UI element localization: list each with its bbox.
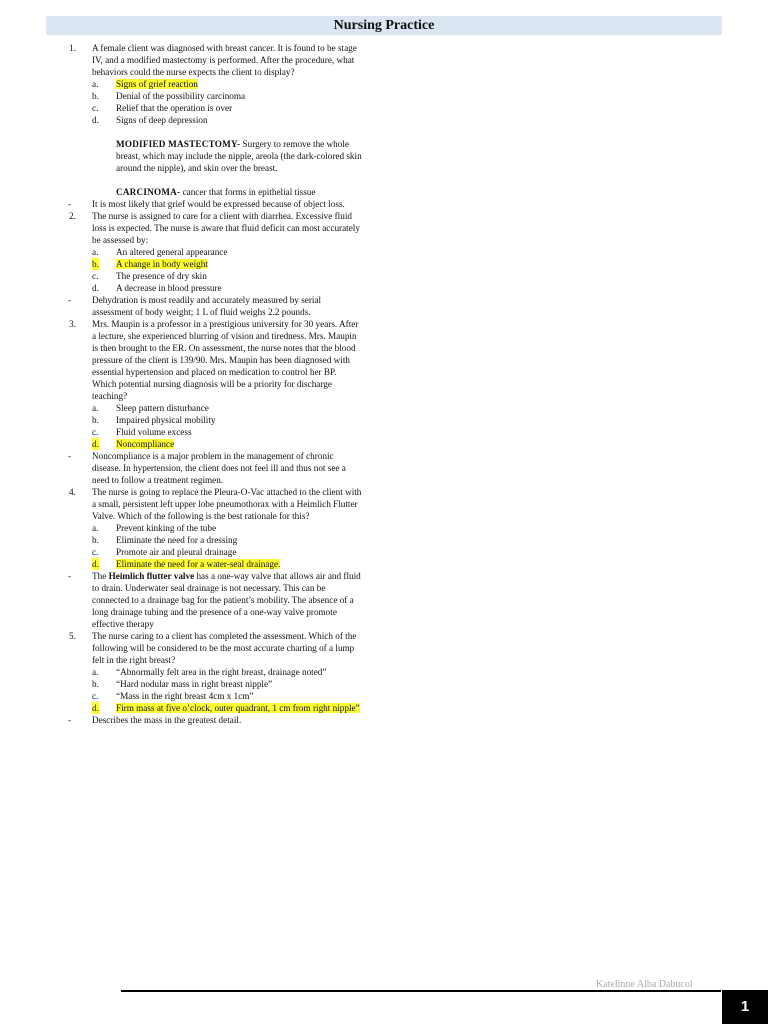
option-2c: c. The presence of dry skin: [92, 271, 207, 281]
correct-answer-highlight: Firm mass at five o’clock, outer quadrant, 1 cm from right nipple”: [116, 703, 360, 713]
page-title: Nursing Practice: [46, 16, 722, 35]
footer-author: Katelinne Alba Dabucol: [596, 979, 693, 990]
option-4d: d. Eliminate the need for a water-seal drainage.: [92, 559, 281, 569]
question-text: The nurse is going to replace the Pleura-O-Vac attached to the client with a small, persistent left upper lobe pneumothorax with a Heimlich Flutter Valve. Which of the following is the best rationale for this?: [92, 487, 362, 521]
option-2b: b. A change in body weight: [92, 259, 208, 269]
correct-answer-highlight: Eliminate the need for a water-seal drainage.: [116, 559, 281, 569]
option-5d: d. Firm mass at five o’clock, outer quadrant, 1 cm from right nipple”: [92, 703, 360, 713]
footer-divider: [121, 990, 721, 992]
question-4: [63, 486, 363, 522]
definition-modified-mastectomy: MODIFIED MASTECTOMY- Surgery to remove the whole breast, which may include the nipple, areola (the dark-colored skin around the nipple), and skin over the breast.: [116, 139, 362, 173]
question-1: [63, 42, 363, 78]
question-number: 4.: [69, 487, 76, 497]
rationale-3: - Noncompliance is a major problem in the management of chronic disease. In hypertension, the client does not feel ill and thus not see a need to follow a treatment regimen.: [68, 451, 346, 485]
option-3d: d. Noncompliance: [92, 439, 175, 449]
page-number: 1: [722, 990, 768, 1024]
question-number: 5.: [69, 631, 76, 641]
question-text: Mrs. Maupin is a professor in a prestigious university for 30 years. After a lecture, she experienced blurring of vision and tiredness. Mrs. Maupin is then brought to the ER. On assessment, the nurse notes that the blood pressure of the client is 139/90. Mrs. Maupin has been diagnosed with essential hypertension and placed on medication to control her BP. Which potential nursing diagnosis will be a priority for discharge teaching?: [92, 319, 359, 401]
question-number: 1.: [69, 43, 76, 53]
question-2: [63, 210, 363, 246]
option-5b: b. “Hard nodular mass in right breast nipple”: [92, 679, 273, 689]
definition-carcinoma: CARCINOMA- cancer that forms in epithelial tissue: [116, 187, 316, 197]
option-2a: a. An altered general appearance: [92, 247, 228, 257]
correct-answer-highlight: A change in body weight: [116, 259, 208, 269]
option-1b: b. Denial of the possibility carcinoma: [92, 91, 246, 101]
correct-answer-highlight: Noncompliance: [116, 439, 175, 449]
option-4a: a. Prevent kinking of the tube: [92, 523, 217, 533]
question-5: [63, 630, 363, 666]
option-4c: c. Promote air and pleural drainage: [92, 547, 237, 557]
correct-answer-highlight: Signs of grief reaction: [116, 79, 198, 89]
option-1d: d. Signs of deep depression: [92, 115, 208, 125]
question-text: The nurse is assigned to care for a client with diarrhea. Excessive fluid loss is expected. The nurse is aware that fluid deficit can most accurately be assessed by:: [92, 211, 360, 245]
option-5c: c. “Mass in the right breast 4cm x 1cm”: [92, 691, 254, 701]
question-text: The nurse caring to a client has completed the assessment. Which of the following will be considered to be the most accurate charting of a lump felt in the right breast?: [92, 631, 357, 665]
question-number: 3.: [69, 319, 76, 329]
rationale-5: - Describes the mass in the greatest detail.: [68, 715, 242, 725]
question-list: [63, 42, 363, 726]
option-1a: a. Signs of grief reaction: [92, 79, 198, 89]
question-3: [63, 318, 363, 402]
rationale-1: - It is most likely that grief would be expressed because of object loss.: [68, 199, 345, 209]
question-number: 2.: [69, 211, 76, 221]
option-4b: b. Eliminate the need for a dressing: [92, 535, 238, 545]
option-3c: c. Fluid volume excess: [92, 427, 192, 437]
option-1c: c. Relief that the operation is over: [92, 103, 233, 113]
option-3b: b. Impaired physical mobility: [92, 415, 216, 425]
rationale-4: - The Heimlich flutter valve has a one-way valve that allows air and fluid to drain. Underwater seal drainage is not necessary. This can be connected to a drainage bag for the patient’s mobility. The absence of a long drainage tubing and the presence of a one-way valve promote effective therapy: [68, 571, 361, 629]
rationale-2: - Dehydration is most readily and accurately measured by serial assessment of body weight; 1 L of fluid weighs 2.2 pounds.: [68, 295, 322, 317]
question-text: A female client was diagnosed with breast cancer. It is found to be stage IV, and a modified mastectomy is performed. After the procedure, what behaviors could the nurse expects the client to display?: [92, 43, 357, 77]
option-2d: d. A decrease in blood pressure: [92, 283, 222, 293]
option-5a: a. “Abnormally felt area in the right breast, drainage noted”: [92, 667, 327, 677]
option-3a: a. Sleep pattern disturbance: [92, 403, 209, 413]
